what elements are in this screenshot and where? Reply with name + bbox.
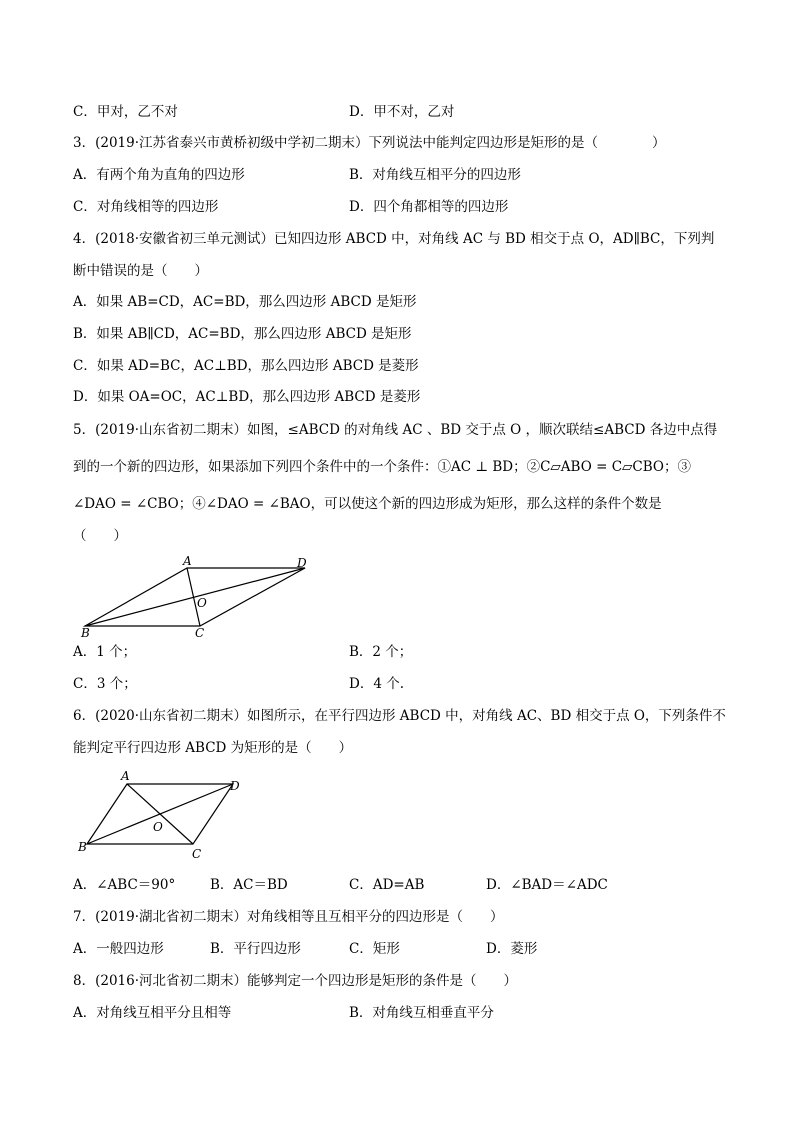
q6-label-d: D — [230, 779, 240, 793]
q4-option-d: D．如果 OA=OC，AC⊥BD，那么四边形 ABCD 是菱形 — [73, 389, 421, 405]
q4-option-b: B．如果 AB∥CD，AC=BD，那么四边形 ABCD 是矩形 — [73, 326, 412, 342]
q6-stem-line2: 能判定平行四边形 ABCD 为矩形的是（ ） — [73, 740, 353, 756]
q3-option-d: D．四个角都相等的四边形 — [349, 199, 509, 215]
q7-option-d: D．菱形 — [486, 941, 538, 957]
q5-stem-line2: 到的一个新的四边形，如果添加下列四个条件中的一个条件：①AC ⊥ BD；②C▱ABO = C▱CBO；③ — [73, 459, 691, 475]
q4-option-c: C．如果 AD=BC，AC⊥BD，那么四边形 ABCD 是菱形 — [73, 358, 419, 374]
q6-parallelogram-figure — [75, 770, 265, 862]
q7-stem: 7．(2019·湖北省初二期末）对角线相等且互相平分的四边形是（ ） — [73, 909, 504, 925]
q5-label-d: D — [297, 556, 307, 570]
q5-option-a: A．1 个； — [73, 644, 137, 660]
q6-diagonal-bd — [87, 784, 233, 844]
q6-option-d: D．∠BAD＝∠ADC — [486, 877, 608, 893]
q4-stem-line2: 断中错误的是（ ） — [73, 263, 208, 279]
q6-label-a: A — [121, 770, 130, 783]
q5-option-d: D．4 个. — [349, 676, 404, 692]
q6-option-c: C．AD=AB — [349, 877, 425, 893]
q7-option-a: A．一般四边形 — [73, 941, 164, 957]
q3-option-b: B．对角线互相平分的四边形 — [349, 167, 521, 183]
q5-parallelogram-figure — [75, 555, 315, 640]
q6-label-c: C — [192, 847, 202, 861]
q7-option-b: B．平行四边形 — [210, 941, 301, 957]
q4-stem-line1: 4．(2018·安徽省初三单元测试）已知四边形 ABCD 中，对角线 AC 与 BD 相交于点 O，AD∥BC，下列判 — [73, 231, 715, 247]
q8-option-b: B．对角线互相垂直平分 — [349, 1005, 494, 1021]
q5-label-c: C — [195, 626, 205, 640]
q8-option-a: A．对角线互相平分且相等 — [73, 1005, 232, 1021]
q3-stem: 3．(2019·江苏省泰兴市黄桥初级中学初二期末）下列说法中能判定四边形是矩形的是（ ） — [73, 135, 666, 151]
q5-option-b: B．2 个； — [349, 644, 413, 660]
q5-stem-line3: ∠DAO = ∠CBO；④∠DAO = ∠BAO，可以使这个新的四边形成为矩形，那么这样的条件个数是 — [73, 496, 662, 512]
q5-label-a: A — [183, 555, 192, 568]
q5-diagonal-bd — [85, 568, 305, 626]
q5-stem-line1: 5．(2019·山东省初二期末）如图，≤ABCD 的对角线 AC 、BD 交于点 O ，顺次联结≤ABCD 各边中点得 — [73, 422, 718, 438]
q3-option-a: A．有两个角为直角的四边形 — [73, 167, 245, 183]
q5-label-o: O — [197, 596, 207, 610]
q5-stem-line4: （ ） — [73, 528, 127, 544]
q4-option-a: A．如果 AB=CD，AC=BD，那么四边形 ABCD 是矩形 — [73, 294, 417, 310]
q2-option-d: D．甲不对，乙对 — [349, 104, 455, 120]
q6-option-a: A．∠ABC＝90° — [73, 877, 176, 893]
q6-label-o: O — [153, 820, 163, 834]
q6-option-b: B．AC＝BD — [210, 877, 288, 893]
q7-option-c: C．矩形 — [349, 941, 400, 957]
q5-option-c: C．3 个； — [73, 676, 137, 692]
q5-label-b: B — [81, 626, 90, 640]
q3-option-c: C．对角线相等的四边形 — [73, 199, 219, 215]
q6-stem-line1: 6．(2020·山东省初二期末）如图所示，在平行四边形 ABCD 中，对角线 AC、BD 相交于点 O，下列条件不 — [73, 708, 726, 724]
q8-stem: 8．(2016·河北省初二期末）能够判定一个四边形是矩形的条件是（ ） — [73, 973, 518, 989]
q2-option-c: C．甲对，乙不对 — [73, 104, 178, 120]
q6-label-b: B — [78, 840, 87, 854]
